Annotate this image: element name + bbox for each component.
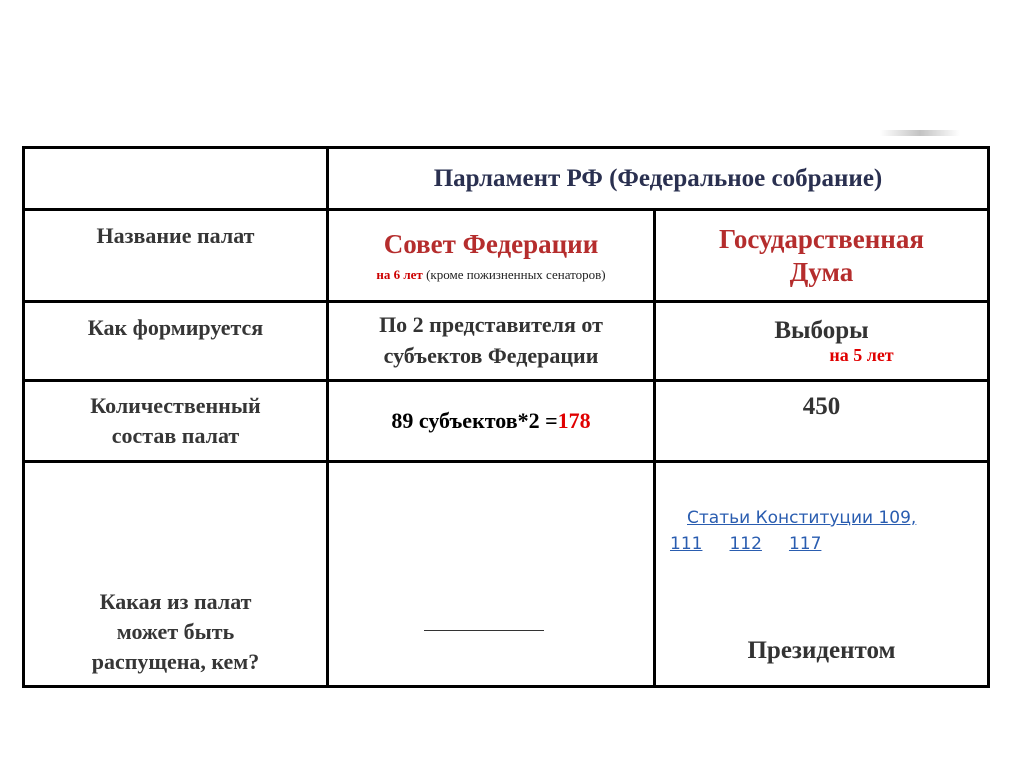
duma-size-cell bbox=[656, 382, 987, 432]
divider-col1-lower bbox=[326, 463, 329, 579]
table-border-left-lower bbox=[22, 463, 25, 579]
duma-name-cell bbox=[656, 211, 987, 300]
table-border-right-lower bbox=[987, 463, 990, 579]
duma-formation: Выборы bbox=[774, 316, 869, 344]
header-title-cell bbox=[329, 149, 987, 208]
council-formation-line1: По 2 представителя от bbox=[379, 312, 603, 338]
council-name: Совет Федерации bbox=[383, 229, 599, 260]
duma-dissolution: Президентом bbox=[747, 636, 896, 664]
dissolution-label-line3: распущена, кем? bbox=[91, 648, 260, 674]
formation-label: Как формируется bbox=[87, 315, 264, 341]
names-label: Название палат bbox=[96, 223, 255, 249]
dissolution-label-line1: Какая из палат bbox=[99, 589, 252, 615]
size-label-line1: Количественный bbox=[90, 393, 261, 419]
duma-formation-cell bbox=[656, 303, 987, 379]
duma-term-note: на 5 лет bbox=[829, 344, 894, 365]
council-formation-line2: субъектов Федерации bbox=[383, 343, 599, 368]
parliament-table bbox=[22, 146, 990, 688]
article-link-117[interactable]: 117 bbox=[788, 534, 822, 555]
dissolution-label-cell bbox=[25, 579, 326, 685]
top-shadow-decoration bbox=[880, 130, 960, 136]
council-dissolution-blank bbox=[424, 630, 544, 631]
article-link-111[interactable]: 111 bbox=[670, 534, 703, 555]
duma-name-line2: Дума bbox=[789, 256, 854, 287]
table-border-bottom bbox=[22, 685, 990, 688]
council-term-note: на 6 лет (кроме пожизненных сенаторов) bbox=[376, 266, 606, 282]
council-size-cell bbox=[329, 382, 653, 460]
articles-link-text[interactable]: Статьи Конституции 109, bbox=[687, 508, 917, 528]
council-name-cell bbox=[329, 211, 653, 300]
table-border-right bbox=[987, 146, 990, 688]
constitution-articles bbox=[670, 505, 916, 558]
duma-name-line1: Государственная bbox=[719, 224, 924, 255]
council-formation-cell bbox=[329, 303, 653, 379]
article-link-112[interactable]: 112 bbox=[729, 534, 762, 555]
formation-label-cell bbox=[25, 303, 326, 353]
page-title: Парламент РФ (Федеральное собрание) bbox=[433, 164, 883, 192]
names-label-cell bbox=[25, 211, 326, 261]
dissolution-label-line2: может быть bbox=[116, 619, 235, 645]
duma-size: 450 bbox=[802, 393, 841, 420]
council-size: 89 субъектов*2 =178 bbox=[391, 408, 591, 433]
size-label-cell bbox=[25, 382, 326, 460]
divider-col2-lower bbox=[653, 463, 656, 579]
size-label-line2: состав палат bbox=[111, 423, 240, 448]
header-empty-cell bbox=[25, 149, 326, 208]
duma-dissolution-cell bbox=[656, 616, 987, 685]
